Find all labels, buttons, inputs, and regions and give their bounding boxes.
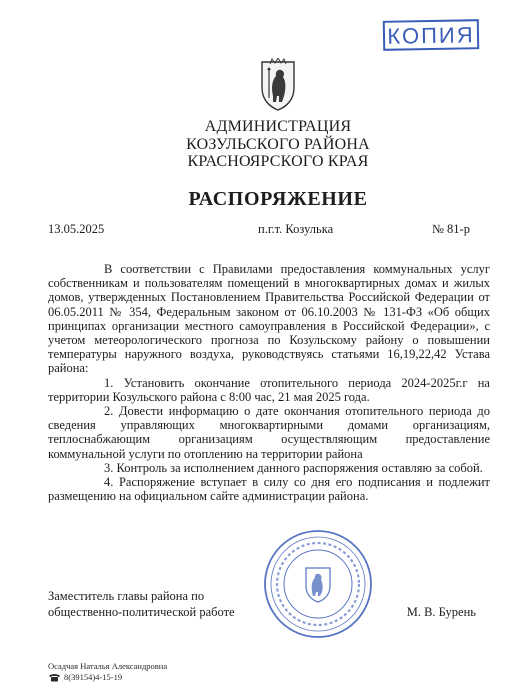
executor-phone-row [48, 672, 167, 683]
signature-block [48, 589, 490, 620]
order-item-4: 4. Распоряжение вступает в силу со дня его подписания и подлежит размещению на официальном сайте администрации района. [48, 475, 490, 504]
signatory-post-line-2: общественно-политической работе [48, 604, 235, 619]
seal-icon [262, 528, 374, 640]
executor-footer [48, 661, 167, 683]
organization-name-line-2: КОЗУЛЬСКОГО РАЙОНА [186, 136, 370, 153]
organization-name-line-1: АДМИНИСТРАЦИЯ [204, 118, 352, 135]
copy-stamp: КОПИЯ [383, 19, 480, 51]
order-item-1: 1. Установить окончание отопительного периода 2024-2025г.г на территории Козульского района с 8:00 час, 21 мая 2025 года. [48, 375, 490, 404]
phone-icon [48, 673, 61, 682]
preamble-paragraph: В соответствии с Правилами предоставления коммунальных услуг собственникам и пользователям помещений в многоквартирных домах и жилых домов, утвержденных Постановлением Правительства Российской Федерации от 06.05.2011 № 354, Федеральным законом от 06.10.2003 № 131-ФЗ «Об общих принципах организации местного самоуправления в Российской Федерации», с учетом метеорологического прогноза по Козульскому району о повышении температуры наружного воздуха, руководствуясь статьями 16,19,22,42 Устава района: [48, 262, 490, 376]
document-place: п.г.т. Козулька [258, 222, 334, 236]
executor-name: Осадчая Наталья Александровна [48, 661, 168, 671]
order-item-2: 2. Довести информацию о дате окончания отопительного периода до сведения управляющих многоквартирными домами организациям, теплоснабжающим организациям осуществляющим предоставление коммунальной услуги по отоплению на территории района [48, 404, 490, 461]
executor-phone: 8(39154)4-15-19 [64, 672, 123, 682]
signatory-name: М. В. Бурень [406, 604, 476, 619]
signatory-post-line-1: Заместитель главы района по [48, 589, 205, 603]
document-number: № 81-р [432, 222, 470, 236]
coat-of-arms-icon [258, 58, 298, 112]
document-body [48, 262, 490, 503]
document-date: 13.05.2025 [48, 222, 105, 236]
order-item-3: 3. Контроль за исполнением данного распоряжения оставляю за собой. [104, 460, 483, 475]
document-type-title: РАСПОРЯЖЕНИЕ [188, 188, 368, 210]
organization-name-line-3: КРАСНОЯРСКОГО КРАЯ [187, 153, 369, 170]
